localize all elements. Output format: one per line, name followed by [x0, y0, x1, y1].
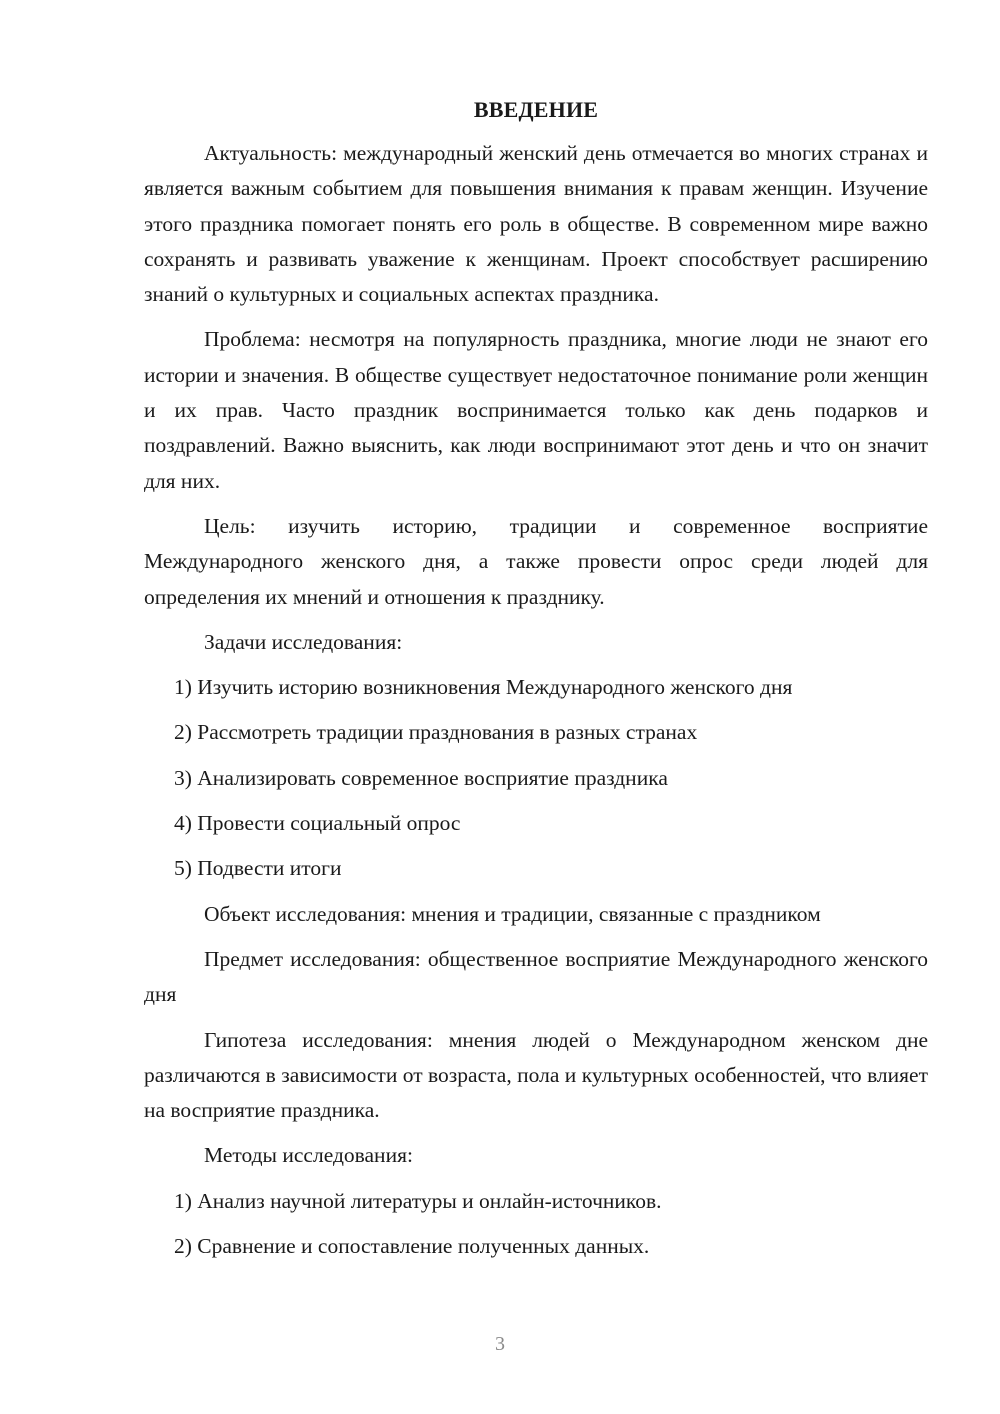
subject-paragraph: Предмет исследования: общественное восприятие Международного женского дня — [144, 946, 928, 1007]
method-item: 2) Сравнение и сопоставление полученных данных. — [174, 1234, 650, 1259]
methods-title: Методы исследования: — [204, 1143, 413, 1168]
method-item: 1) Анализ научной литературы и онлайн-источников. — [174, 1188, 662, 1213]
object-paragraph: Объект исследования: мнения и традиции, связанные с праздником — [204, 901, 821, 926]
problem-paragraph: Проблема: несмотря на популярность праздника, многие люди не знают его истории и значения. В обществе существует недостаточное понимание роли женщин и их прав. Часто праздник воспринимается только как день подарков и поздравлений. Важно выяснить, как люди воспринимают этот день и что он значит для них. — [144, 327, 928, 493]
task-item: 3) Анализировать современное восприятие праздника — [174, 765, 668, 790]
relevance-paragraph: Актуальность: международный женский день отмечается во многих странах и является важным событием для повышения внимания к правам женщин. Изучение этого праздника помогает понять его роль в обществе. В современном мире важно сохранять и развивать уважение к женщинам. Проект способствует расширению знаний о культурных и социальных аспектах праздника. — [144, 141, 928, 307]
hypothesis-paragraph: Гипотеза исследования: мнения людей о Международном женском дне различаются в зависимости от возраста, пола и культурных особенностей, что влияет на восприятие праздника. — [144, 1027, 928, 1123]
task-item: 4) Провести социальный опрос — [174, 811, 461, 836]
goal-paragraph: Цель: изучить историю, традиции и современное восприятие Международного женского дня, а также провести опрос среди людей для определения их мнений и отношения к празднику. — [144, 513, 928, 609]
task-item: 5) Подвести итоги — [174, 856, 342, 881]
methods-list — [144, 1184, 928, 1265]
task-item: 1) Изучить историю возникновения Международного женского дня — [174, 675, 793, 700]
task-item: 2) Рассмотреть традиции празднования в разных странах — [174, 720, 698, 745]
tasks-title: Задачи исследования: — [204, 629, 403, 654]
tasks-list — [144, 670, 928, 886]
page-content — [144, 90, 928, 1274]
page-number: 3 — [495, 1333, 505, 1355]
section-heading: ВВЕДЕНИЕ — [473, 97, 599, 122]
